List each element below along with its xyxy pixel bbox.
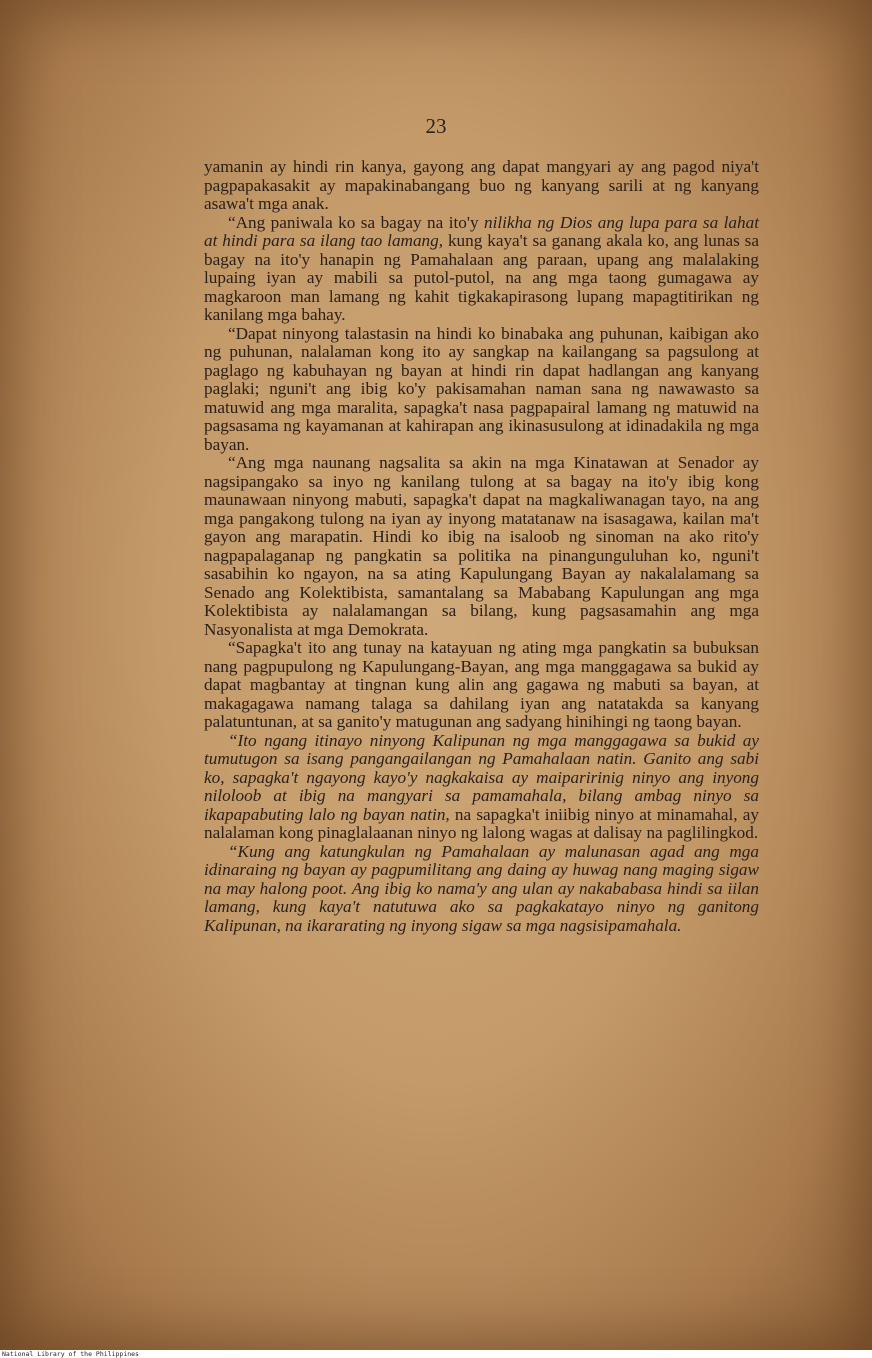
paragraph-7-italic-span: “Kung ang katungkulan ng Pamahalaan ay malunasan agad ang mga idinaraing ng bayan ay pagpumilitang ang daing ay huwag nang maging sigaw na may halong poot. Ang ibig ko nama'y ang ulan ay nakababasa hindi sa iilan lamang, kung kaya't natutuwa ako sa pagkakatayo ninyo ng ganitong Kalipunan, na ikararating ng inyong sigaw sa mga nagsisipamahala.: [204, 841, 759, 935]
paragraph-1: [204, 158, 759, 214]
paragraph-7: [204, 843, 759, 936]
footer: [0, 1350, 872, 1358]
paragraph-5: [204, 639, 759, 732]
paragraph-4: [204, 454, 759, 639]
paragraph-2-span-1: “Ang paniwala ko sa bagay na ito'y: [228, 212, 485, 232]
body-text: [204, 158, 759, 935]
paragraph-3-span-1: “Dapat ninyong talastasin na hindi ko binabaka ang puhunan, kaibigan ako ng puhunan, nalalaman kong ito ay sangkap na kailangang sa pagsulong at paglago ng kabuhayan ng bayan at hindi rin dapat hadlangan ang kanyang paglaki; nguni't ang ibig ko'y pakisamahan naman sana ng nawawasto sa matuwid ang mga maralita, sapagka't nasa pagpapairal lamang ng matuwid na pagsasama ng kayamanan at kahirapan ang ikinasusulong at idinadakila ng mga bayan.: [204, 323, 759, 454]
paragraph-4-span-1: “Ang mga naunang nagsalita sa akin na mga Kinatawan at Senador ay nagsipangako sa inyo ng kanilang tulong at sa bagay na ito'y ibig kong maunawaan ninyong mabuti, sapagka't dapat na magkaliwanagan tayo, na ang mga pangakong tulong na iyan ay inyong matatanaw na isasagawa, kailan ma't gayon ang marapatin. Hindi ko ibig na isaloob ng sinoman na ako rito'y nagpapalaganap ng pangkatin sa politika na pinangunguluhan ko, nguni't sasabihin ko ngayon, na sa ating Kapulungang Bayan ay nakalalamang sa Senado ang Kolektibista, samantalang sa Mababang Kapulungan ang mga Kolektibista ay nalalamangan sa bilang, kung pagsasamahin ang mga Nasyonalista at mga Demokrata.: [204, 453, 759, 639]
page-number: 23: [425, 114, 447, 138]
paragraph-1-span-1: yamanin ay hindi rin kanya, gayong ang dapat mangyari ay ang pagod niya't pagpapakasakit ay mapakinabangang buo ng kanyang sarili at ng kanyang asawa't mga anak.: [204, 157, 759, 213]
paragraph-5-span-1: “Sapagka't ito ang tunay na katayuan ng ating mga pangkatin sa bubuksan nang pagpupulong ng Kapulungang-Bayan, ang mga manggagawa sa bukid ay dapat magbantay at tingnan kung alin ang gagawa ng mabuti sa bayan, at makagagawa namang talaga sa dahilang iyan ang natatakda sa kanyang palatuntunan, at sa ganito'y matugunan ang sadyang hinihingi ng taong bayan.: [204, 638, 759, 731]
paragraph-6: [204, 732, 759, 843]
paragraph-3: [204, 325, 759, 455]
paragraph-6-span-2: na sapagka't iniibig ninyo at minamahal, ay nalalaman kong pinaglalaanan ninyo ng lalong wagas at dalisay na paglilingkod.: [204, 804, 759, 842]
paragraph-2: [204, 214, 759, 325]
paragraph-2-span-3: kung kaya't sa ganang akala ko, ang lunas sa bagay na ito'y hanapin ng Pamahalaan ang paraan, upang ang malalaking lupaing iyan ay mabili sa putol-putol, na ang mga taong gumagawa ay magkaroon man lamang ng kahit tigkakapirasong lupang mapagtitirikan ng kanilang mga bahay.: [204, 231, 759, 324]
paragraph-6-italic-span: “Ito ngang itinayo ninyong Kalipunan ng mga manggagawa sa bukid ay tumutugon sa isang pangangailangan ng Pamahalaan natin. Ganito ang sabi ko, sapagka't ngayong kayo'y nagkakaisa ay maiparirinig ninyo ang inyong niloloob at ibig na mangyari sa pamamahala, bilang ambag ninyo sa ikapapabuting lalo ng bayan natin,: [204, 730, 759, 824]
footer-credit: National Library of the Philippines: [2, 1350, 139, 1358]
paragraph-2-italic-span: nilikha ng Dios ang lupa para sa lahat at hindi para sa ilang tao lamang,: [204, 212, 759, 250]
